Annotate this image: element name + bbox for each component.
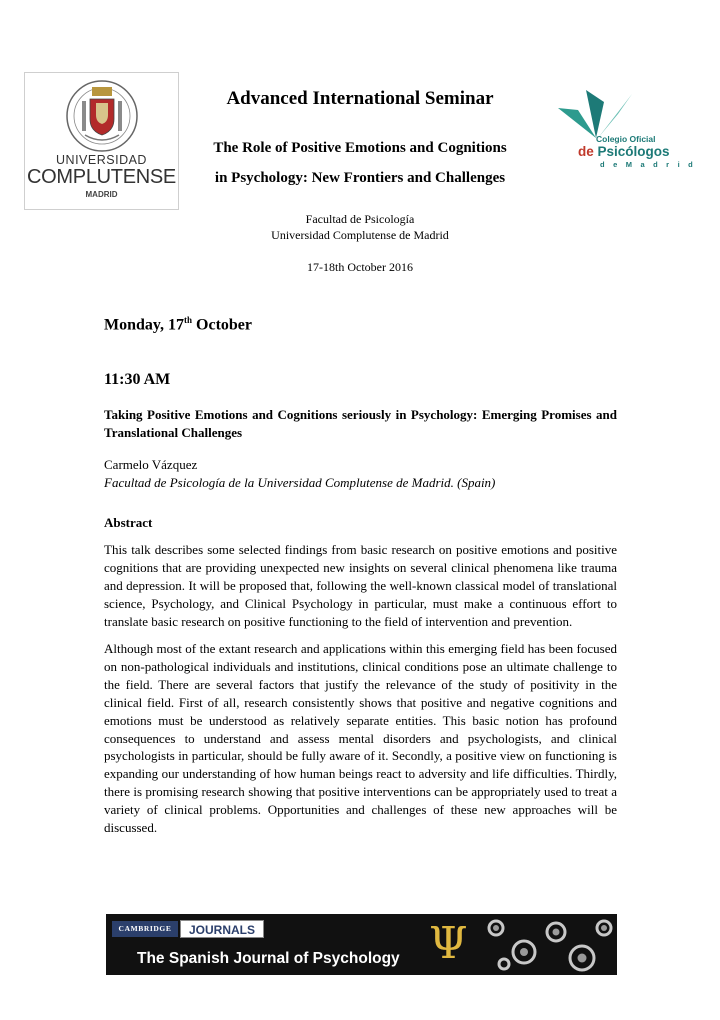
seminar-title: Advanced International Seminar xyxy=(226,88,494,109)
ucm-logo-line3: MADRID xyxy=(85,190,118,199)
ucm-logo-line1: UNIVERSIDAD xyxy=(56,153,147,167)
ucm-crest-icon xyxy=(63,79,141,153)
speaker-name: Carmelo Vázquez xyxy=(104,457,198,472)
gears-icon xyxy=(474,914,617,975)
ucm-logo-line2: COMPLUTENSE xyxy=(27,166,176,188)
seminar-subtitle-line1: The Role of Positive Emotions and Cognitions xyxy=(213,140,507,156)
faculty-name: Facultad de Psicología xyxy=(305,212,415,226)
abstract-paragraph-1: This talk describes some selected findings from basic research on positive emotions and positive cognitions that are providing unexpected new insights on several clinical phenomena like trauma and depression. It will be proposed that, following the well-known classical model of translational science, Psychology, and Clinical Psychology in particular, must make a continuous effort to translate basic research on positive functioning to the field of intervention and prevention. xyxy=(104,542,617,629)
seminar-dates: 17-18th October 2016 xyxy=(307,260,413,274)
cop-logo-line1: Colegio Oficial xyxy=(596,134,656,144)
day-heading xyxy=(104,315,252,334)
session-time: 11:30 AM xyxy=(104,371,171,388)
talk-title: Taking Positive Emotions and Cognitions seriously in Psychology: Emerging Promises and Translational Challenges xyxy=(104,407,617,440)
psi-icon: Ψ xyxy=(429,918,468,969)
journal-banner xyxy=(106,914,617,975)
day-heading-prefix: Monday, 17 xyxy=(104,316,185,334)
cop-logo xyxy=(556,90,696,170)
university-name: Universidad Complutense de Madrid xyxy=(271,228,449,242)
speaker-affiliation: Facultad de Psicología de la Universidad Complutense de Madrid. (Spain) xyxy=(104,475,496,490)
journal-name: The Spanish Journal of Psychology xyxy=(137,950,400,967)
cop-logo-line3: d e M a d r i d xyxy=(600,160,696,169)
cop-logo-de: de xyxy=(578,144,594,159)
cop-logo-psicologos: Psicólogos xyxy=(597,144,670,159)
cambridge-label: CAMBRIDGE xyxy=(112,921,178,937)
cop-logo-line2 xyxy=(578,144,670,159)
day-heading-suffix: October xyxy=(192,316,253,334)
journals-label: JOURNALS xyxy=(180,920,264,938)
abstract-paragraph-2: Although most of the extant research and applications within this emerging field has been focused on non-pathological individuals and institutions, clinical conditions pose an ultimate challenge to the field. There are several factors that justify the relevance of the study of positivity in the clinical field. First of all, research consistently shows that positive and negative cognitions and emotions must be understood as relatively separate entities. This basic notion has profound consequences to understand and assess mental disorders and psychologists, and clinical psychologists in particular, should be fully aware of it. Secondly, a positive view on functioning is expanding our understanding of how human beings react to adversity and life difficulties. Thirdly, there is promising research showing that positive interventions can be appropriately used to treat a variety of clinical problems. Opportunities and challenges of these new approaches will be discussed. xyxy=(104,641,617,836)
abstract-heading: Abstract xyxy=(104,515,153,530)
day-heading-sup: th xyxy=(184,315,193,325)
seminar-subtitle-line2: in Psychology: New Frontiers and Challenges xyxy=(214,170,506,186)
